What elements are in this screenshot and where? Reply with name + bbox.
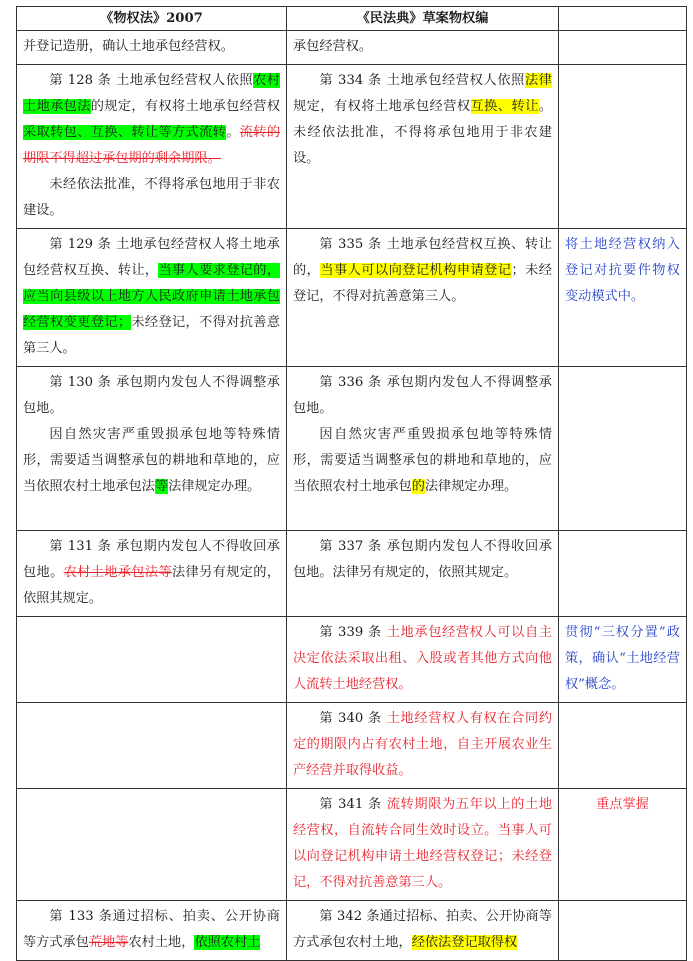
- paragraph: [23, 534, 280, 612]
- cell-note: [559, 65, 687, 229]
- cell-old-law: [17, 31, 287, 65]
- paragraph: [23, 904, 280, 956]
- cell-note: [559, 789, 687, 901]
- paragraph: [293, 706, 552, 784]
- comparison-table: [16, 6, 687, 961]
- new-text: 流转期限为五年以上的土地经营权，自流转合同生效时设立。当事人可以向登记机构申请土地经营权登记；未经登记，不得对抗善意第三人。: [293, 797, 553, 890]
- table-row: [17, 617, 687, 703]
- text: 第 133 条通过招标、拍卖、公开协商等方式承包: [23, 909, 280, 950]
- paragraph: 第 130 条 承包期内发包人不得调整承包地。: [23, 375, 280, 416]
- highlight-green: 等: [154, 479, 169, 494]
- text: 法律另有规定的，依照其规定。: [23, 565, 281, 606]
- deleted-text: 农村土地承包法等: [63, 565, 173, 580]
- key-point-note: 重点掌握: [596, 797, 649, 812]
- text: ；未经登记，不得对抗善意第三人。: [293, 263, 552, 304]
- header-notes: [559, 7, 687, 31]
- highlight-yellow: 的: [411, 479, 425, 494]
- text: 法律规定办理。: [168, 479, 261, 494]
- highlight-green: 采取转包、互换、转让等方式流转: [23, 125, 227, 140]
- text: 第 339 条: [319, 625, 387, 640]
- table-row: [17, 65, 687, 229]
- cell-note: [559, 901, 687, 961]
- paragraph: 第 337 条 承包期内发包人不得收回承包地。法律另有规定的，依照其规定。: [293, 539, 552, 580]
- text: 农村土地，: [128, 935, 195, 950]
- highlight-yellow: 当事人可以向登记机构申请登记: [320, 263, 512, 278]
- text: 第 342 条通过招标、拍卖、公开协商等方式承包农村土地，: [293, 909, 552, 950]
- text: 。: [226, 125, 240, 140]
- text: 因自然灾害严重毁损承包地等特殊情形，需要适当调整承包的耕地和草地的，应当依照农村土地承包: [293, 427, 552, 494]
- deleted-text: 流转的期限不得超过承包期的剩余期限。: [23, 125, 281, 166]
- cell-note: [559, 229, 687, 367]
- table-row: [17, 229, 687, 367]
- text: 的规定，有权将土地承包经营权: [90, 99, 281, 114]
- highlight-green: 农村土地承包法: [23, 73, 280, 114]
- cell-new-law: [287, 367, 559, 531]
- table-header-row: [17, 7, 687, 31]
- text: 未经登记，不得对抗善意第三人。: [23, 315, 281, 356]
- note-text: 贯彻“三权分置”政策，确认“土地经营权”概念。: [565, 625, 680, 692]
- table-row: [17, 531, 687, 617]
- text: 第 335 条 土地承包经营权互换、转让的，: [293, 237, 552, 278]
- text: 。未经依法批准，不得将承包地用于非农建设。: [293, 99, 552, 166]
- text: 第 340 条: [319, 711, 387, 726]
- paragraph: 未经依法批准，不得将承包地用于非农建设。: [23, 177, 280, 218]
- cell-note: [559, 31, 687, 65]
- paragraph: [293, 422, 552, 500]
- cell-old-law: [17, 617, 287, 703]
- paragraph: [23, 232, 280, 362]
- cell-note: [559, 367, 687, 531]
- cell-note: [559, 617, 687, 703]
- cell-new-law: [287, 901, 559, 961]
- table-row: [17, 703, 687, 789]
- paragraph: [293, 620, 552, 698]
- cell-old-law: [17, 229, 287, 367]
- cell-old-law: [17, 531, 287, 617]
- cell-new-law: [287, 229, 559, 367]
- new-text: 土地承包经营权人可以自主决定依法采取出租、入股或者其他方式向他人流转土地经营权。: [293, 625, 553, 692]
- paragraph: 并登记造册，确认土地承包经营权。: [23, 39, 234, 54]
- paragraph: 承包经营权。: [293, 39, 373, 54]
- highlight-yellow: 经依法登记取得权: [411, 935, 518, 950]
- deleted-text: 荒地等: [88, 935, 129, 950]
- paragraph: [293, 68, 552, 172]
- paragraph: [293, 232, 552, 310]
- cell-new-law: [287, 31, 559, 65]
- text: 第 131 条 承包期内发包人不得收回承包地。: [23, 539, 280, 580]
- cell-old-law: [17, 703, 287, 789]
- cell-old-law: [17, 789, 287, 901]
- note-text: 将土地经营权纳入登记对抗要件物权变动模式中。: [565, 237, 680, 304]
- table-row: [17, 31, 687, 65]
- text: 第 334 条 土地承包经营权人依照: [319, 73, 525, 88]
- new-text: 土地经营权人有权在合同约定的期限内占有农村土地，自主开展农业生产经营并取得收益。: [293, 711, 553, 778]
- cell-new-law: [287, 531, 559, 617]
- text: 第 341 条: [319, 797, 387, 812]
- highlight-yellow: 法律: [524, 73, 552, 88]
- highlight-green: 当事人要求登记的，应当向县级以上地方人民政府申请土地承包经营权变更登记；: [23, 263, 281, 330]
- paragraph: [293, 904, 552, 956]
- table-row: [17, 901, 687, 961]
- text: 规定，有权将土地承包经营权: [293, 99, 471, 114]
- cell-new-law: [287, 617, 559, 703]
- cell-old-law: [17, 65, 287, 229]
- header-property-law: 《物权法》2007: [17, 7, 287, 31]
- text: 因自然灾害严重毁损承包地等特殊情形，需要适当调整承包的耕地和草地的，应当依照农村土地承包法: [23, 427, 280, 494]
- highlight-yellow: 互换、转让: [470, 99, 539, 114]
- text: 第 129 条 土地承包经营权人将土地承包经营权互换、转让，: [23, 237, 280, 278]
- cell-new-law: [287, 789, 559, 901]
- spacer: [23, 500, 280, 526]
- paragraph: [23, 68, 280, 172]
- header-civil-code: 《民法典》草案物权编: [287, 7, 559, 31]
- table-row: [17, 367, 687, 531]
- cell-new-law: [287, 703, 559, 789]
- highlight-green: 依照农村土: [194, 935, 261, 950]
- table-row: [17, 789, 687, 901]
- cell-new-law: [287, 65, 559, 229]
- paragraph: 第 336 条 承包期内发包人不得调整承包地。: [293, 375, 552, 416]
- cell-old-law: [17, 901, 287, 961]
- paragraph: [293, 792, 552, 896]
- paragraph: [23, 422, 280, 500]
- cell-note: [559, 703, 687, 789]
- text: 法律规定办理。: [424, 479, 518, 494]
- cell-old-law: [17, 367, 287, 531]
- cell-note: [559, 531, 687, 617]
- text: 第 128 条 土地承包经营权人依照: [49, 73, 254, 88]
